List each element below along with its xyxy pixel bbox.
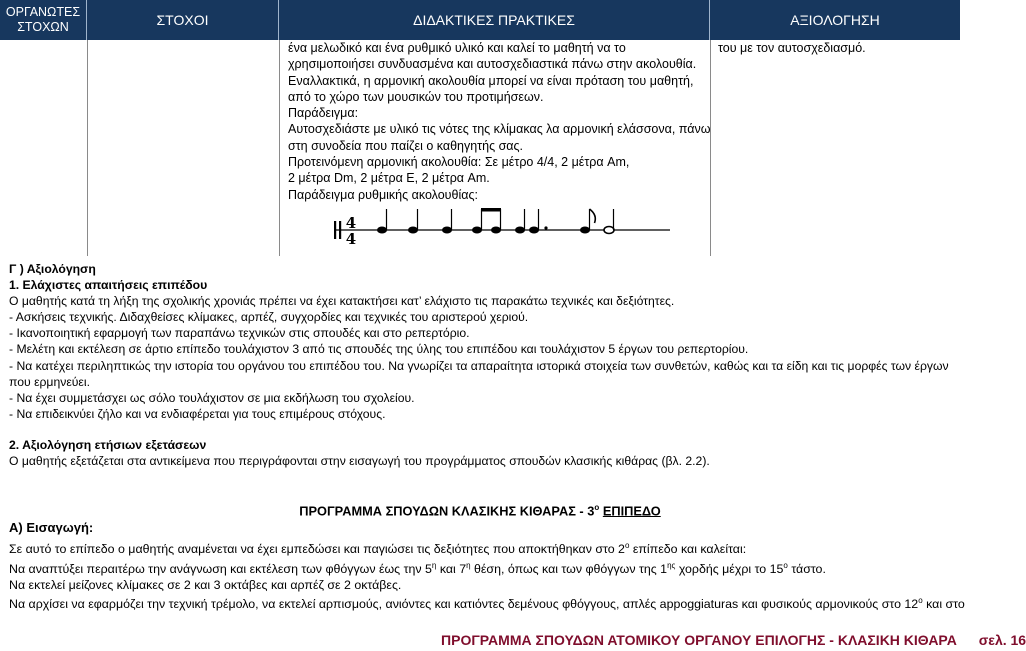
paragraph-line: Ο μαθητής κατά τη λήξη της σχολικής χρονιάς πρέπει να έχει κατακτήσει κατ’ ελάχιστο τις παρακάτω τεχνικές και δεξιότητες.: [9, 294, 675, 309]
practices-line: Παράδειγμα ρυθμικής ακολουθίας:: [288, 187, 478, 202]
evaluation-section: [9, 261, 949, 422]
paragraph-line: Να αναπτύξει περαιτέρω την ανάγνωση και εκτέλεση των φθόγγων έως την $5^\eta$ και $7^\eta$ θέση, όπως και των φθόγγων της $1^{\eta\varsigma}$ χορδής μέχρι το $15^o$ τάστο.: [9, 560, 826, 576]
practices-line: στη συνοδεία που παίζει ο καθηγητής σας.: [288, 138, 524, 153]
introduction-section: [9, 520, 965, 612]
practices-line: από το χώρο των μουσικών του προτιμήσεων.: [288, 89, 544, 104]
quarter-note: [408, 209, 418, 234]
paragraph-line: Να αρχίσει να εφαρμόζει την τεχνική τρέμολο, να εκτελεί αρπισμούς, ανιόντες και κατιόντες δεμένους φθόγγους, απλές appoggiaturas και φυσικούς αρμονικούς στο $12^o$ και στο: [9, 596, 965, 612]
paragraph-line: - Ικανοποιητική εφαρμογή των παραπάνω τεχνικών στις σπουδές και στο ρεπερτόριο.: [9, 326, 470, 341]
paragraph-line: - Μελέτη και εκτέλεση σε άρτιο επίπεδο τουλάχιστον 3 από τις σπουδές της ύλης του επιπέδου και τουλάχιστον 5 έργων του ρεπερτορίου.: [9, 342, 749, 357]
percussion-clef: [339, 221, 341, 239]
quarter-note: [515, 209, 525, 234]
paragraph-line: Ο μαθητής εξετάζεται στα αντικείμενα που περιγράφονται στην εισαγωγή του προγράμματος σπουδών κλασικής κιθάρας (βλ. 2.2).: [9, 454, 710, 469]
practices-line: Προτεινόμενη αρμονική ακολουθία: Σε μέτρο 4/4, 2 μέτρα Am,: [288, 155, 630, 170]
paragraph-line: που ερμηνεύει.: [9, 374, 90, 389]
paragraph-line: - Να έχει συμμετάσχει ως σόλο τουλάχιστον σε μια εκδήλωση του σχολείου.: [9, 390, 415, 405]
page-number: σελ. 16: [978, 632, 1026, 648]
intro-heading: Α) Εισαγωγή:: [9, 520, 94, 535]
program-title: ΠΡΟΓΡΑΜΜΑ ΣΠΟΥΔΩΝ ΚΛΑΣΙΚΗΣ ΚΙΘΑΡΑΣ - $3^o$ ΕΠΙΠΕΔΟ: [299, 503, 661, 519]
half-note: [604, 209, 614, 234]
exam-section: [9, 437, 710, 469]
header-organizers: ΟΡΓΑΝΩΤΕΣ ΣΤΟΧΩΝ: [0, 0, 87, 40]
practices-line: Εναλλακτικά, η αρμονική ακολουθία μπορεί να είναι πρόταση του μαθητή,: [288, 73, 694, 88]
table-header: [0, 0, 960, 40]
rhythm-notation: [325, 204, 670, 250]
practices-line: 2 μέτρα Dm, 2 μέτρα E, 2 μέτρα Am.: [288, 171, 490, 186]
header-practices: ΔΙΔΑΚΤΙΚΕΣ ΠΡΑΚΤΙΚΕΣ: [279, 0, 710, 40]
quarter-note: [377, 209, 387, 234]
practices-cell: [288, 40, 711, 203]
practices-line: Παράδειγμα:: [288, 106, 359, 121]
paragraph-line: Να εκτελεί μείζονες κλίμακες σε 2 και 3 οκτάβες και αρπέζ σε 2 οκτάβες.: [9, 577, 402, 592]
practices-line: Αυτοσχεδιάστε με υλικό τις νότες της κλίμακας λα αρμονική ελάσσονα, πάνω: [288, 122, 711, 137]
evaluation-cell: του με τον αυτοσχεδιασμό.: [718, 41, 866, 55]
page-footer: [441, 632, 1026, 648]
header-goals: ΣΤΟΧΟΙ: [87, 0, 279, 40]
column-divider: [279, 40, 280, 256]
practices-line: χρησιμοποιήσει συνδυασμένα και αυτοσχεδιαστικά πάνω στην ακολουθία.: [288, 57, 697, 72]
quarter-note: [442, 209, 452, 234]
paragraph-line: - Να κατέχει περιληπτικώς την ιστορία του οργάνου του επιπέδου του. Να γνωρίζει τα απαραίτητα ιστορικά στοιχεία των συνθετών, καθώς και τα είδη και τις μορφές των έργων: [9, 358, 949, 373]
header-evaluation: ΑΞΙΟΛΟΓΗΣΗ: [710, 0, 960, 40]
column-divider: [87, 40, 88, 256]
subsection-heading: 2. Αξιολόγηση ετήσιων εξετάσεων: [9, 438, 207, 452]
paragraph-line: - Να επιδεικνύει ζήλο και να ενδιαφέρεται για τους επιμέρους στόχους.: [9, 406, 386, 421]
paragraph-line: Σε αυτό το επίπεδο ο μαθητής αναμένεται να έχει εμπεδώσει και παγιώσει τις δεξιότητες που αποκτήθηκαν στο $2^o$ επίπεδο και καλείται:: [9, 541, 747, 557]
time-signature-denominator: 4: [345, 230, 357, 248]
footer-title: ΠΡΟΓΡΑΜΜΑ ΣΠΟΥΔΩΝ ΑΤΟΜΙΚΟΥ ΟΡΓΑΝΟΥ ΕΠΙΛΟΓΗΣ - ΚΛΑΣΙΚΗ ΚΙΘΑΡΑ: [441, 632, 957, 648]
column-divider: [710, 40, 711, 256]
practices-line: ένα μελωδικό και ένα ρυθμικό υλικό και καλεί το μαθητή να το: [288, 41, 626, 55]
percussion-clef: [334, 221, 336, 239]
subsection-heading: 1. Ελάχιστες απαιτήσεις επιπέδου: [9, 278, 208, 293]
time-signature-numerator: 4: [345, 214, 357, 232]
section-heading: Γ ) Αξιολόγηση: [9, 262, 96, 276]
paragraph-line: - Ασκήσεις τεχνικής. Διδαχθείσες κλίμακες, αρπέζ, συγχορδίες και τεχνικές του αριστερού χεριού.: [9, 310, 529, 325]
